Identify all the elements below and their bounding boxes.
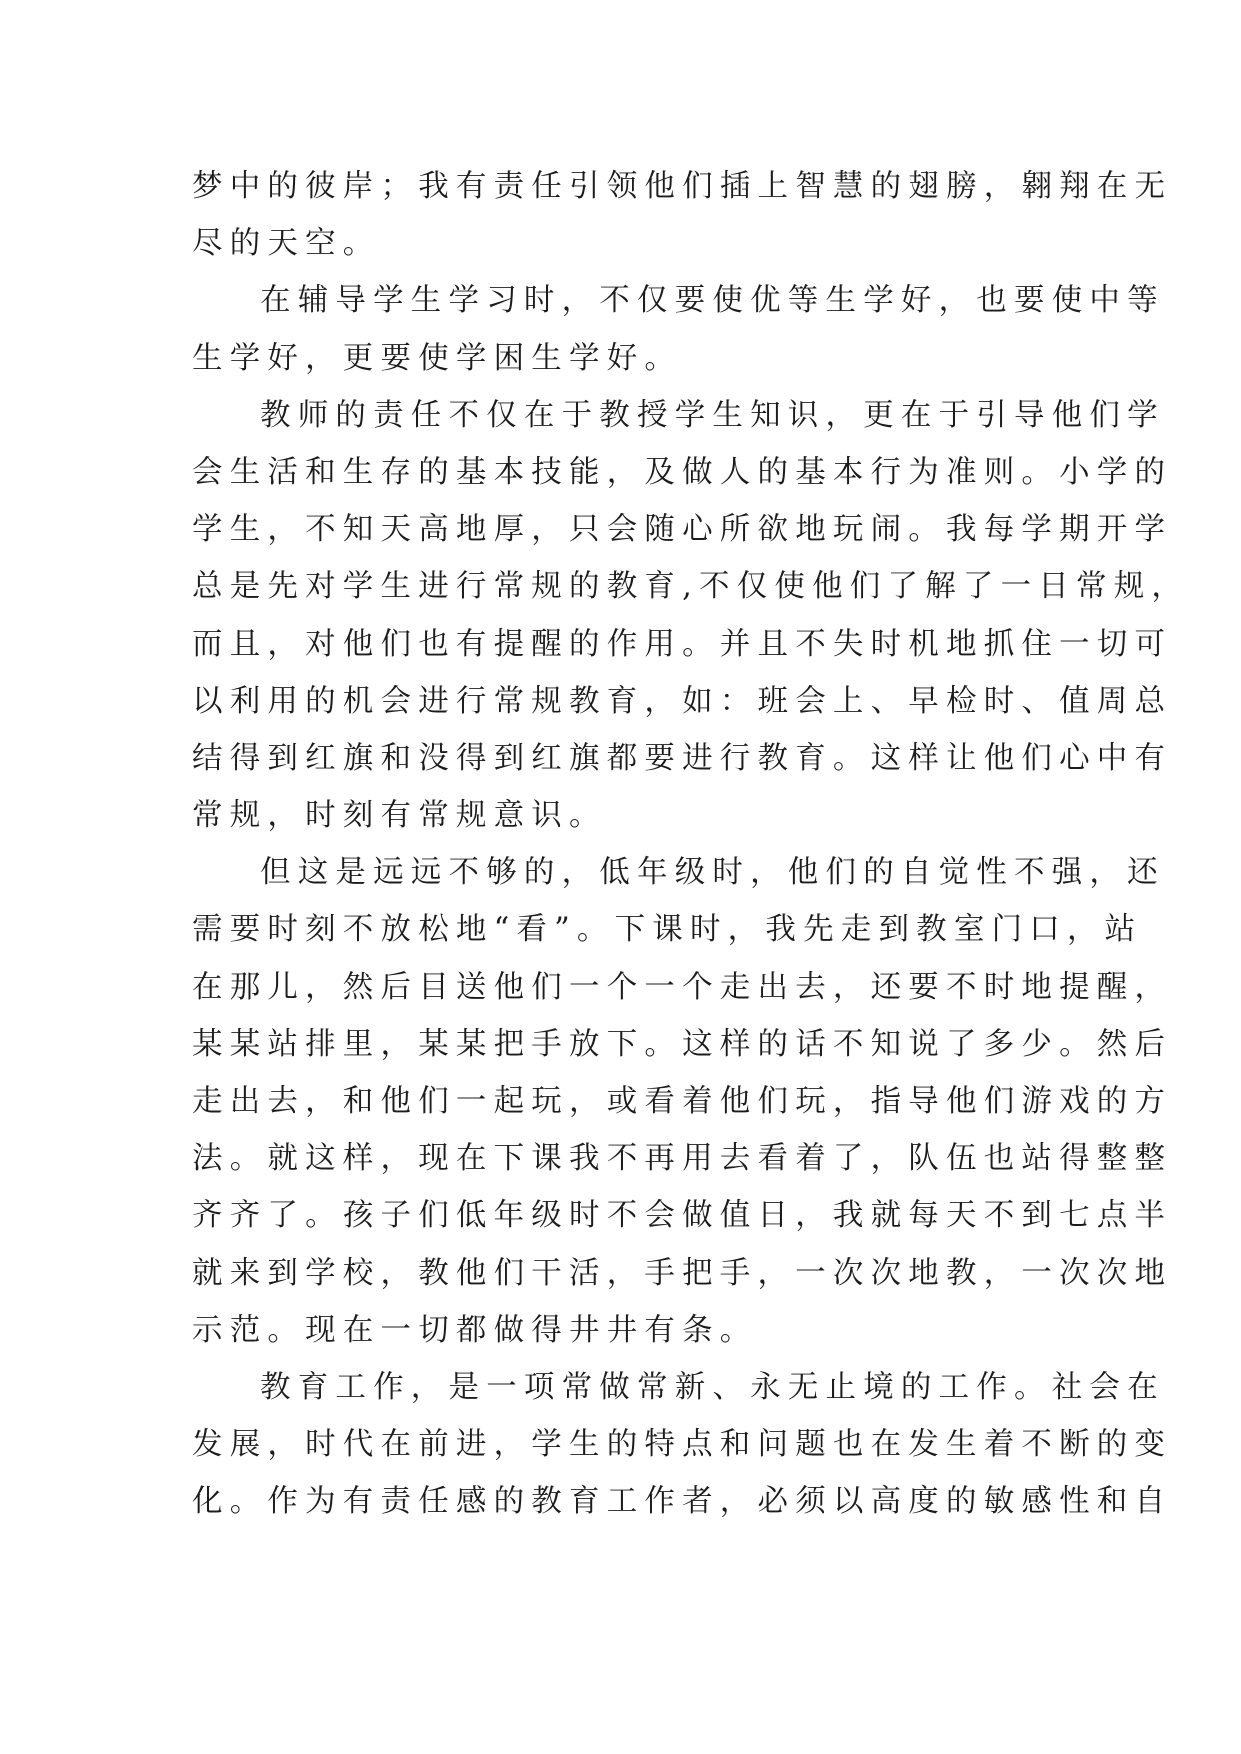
text-line: 就来到学校，教他们干活，手把手，一次次地教，一次次地 bbox=[192, 1255, 1173, 1291]
text-line: 结得到红旗和没得到红旗都要进行教育。这样让他们心中有 bbox=[192, 740, 1173, 776]
body-text bbox=[192, 158, 1190, 1531]
text-line: 发展，时代在前进，学生的特点和问题也在发生着不断的变 bbox=[192, 1427, 1173, 1463]
text-line: 示范。现在一切都做得井井有条。 bbox=[192, 1312, 758, 1348]
text-line: 在辅导学生学习时，不仅要使优等生学好，也要使中等 bbox=[260, 283, 1165, 319]
paragraph bbox=[192, 158, 1173, 272]
text-line: 教师的责任不仅在于教授学生知识，更在于引导他们学 bbox=[260, 397, 1165, 433]
paragraph bbox=[192, 272, 1165, 386]
text-line: 常规，时刻有常规意识。 bbox=[192, 798, 607, 834]
text-line: 总是先对学生进行常规的教育,不仅使他们了解了一日常规， bbox=[192, 569, 1190, 605]
paragraph bbox=[192, 1359, 1173, 1531]
text-line: 但这是远远不够的，低年级时，他们的自觉性不强，还 bbox=[260, 855, 1165, 891]
text-line: 以利用的机会进行常规教育，如：班会上、早检时、值周总 bbox=[192, 683, 1173, 719]
paragraph bbox=[192, 387, 1190, 845]
text-line: 某某站排里，某某把手放下。这样的话不知说了多少。然后 bbox=[192, 1026, 1173, 1062]
text-line: 学生，不知天高地厚，只会随心所欲地玩闹。我每学期开学 bbox=[192, 512, 1173, 548]
text-line: 法。就这样，现在下课我不再用去看着了，队伍也站得整整 bbox=[192, 1141, 1173, 1177]
text-line: 会生活和生存的基本技能，及做人的基本行为准则。小学的 bbox=[192, 454, 1173, 490]
text-line: 走出去，和他们一起玩，或看着他们玩，指导他们游戏的方 bbox=[192, 1084, 1173, 1119]
text-line: 生学好，更要使学困生学好。 bbox=[192, 340, 683, 376]
text-line: 化。作为有责任感的教育工作者，必须以高度的敏感性和自 bbox=[192, 1484, 1173, 1520]
text-line: 在那儿，然后目送他们一个一个走出去，还要不时地提醒， bbox=[192, 969, 1173, 1005]
text-line: 需要时刻不放松地“看”。下课时，我先走到教室门口，站 bbox=[192, 912, 1143, 948]
paragraph bbox=[192, 844, 1173, 1359]
text-line: 教育工作，是一项常做常新、永无止境的工作。社会在 bbox=[260, 1369, 1165, 1405]
text-line: 齐齐了。孩子们低年级时不会做值日，我就每天不到七点半 bbox=[192, 1198, 1173, 1234]
text-line: 尽的天空。 bbox=[192, 226, 381, 262]
text-line: 梦中的彼岸；我有责任引领他们插上智慧的翅膀，翱翔在无 bbox=[192, 169, 1173, 204]
text-line: 而且，对他们也有提醒的作用。并且不失时机地抓住一切可 bbox=[192, 626, 1173, 662]
